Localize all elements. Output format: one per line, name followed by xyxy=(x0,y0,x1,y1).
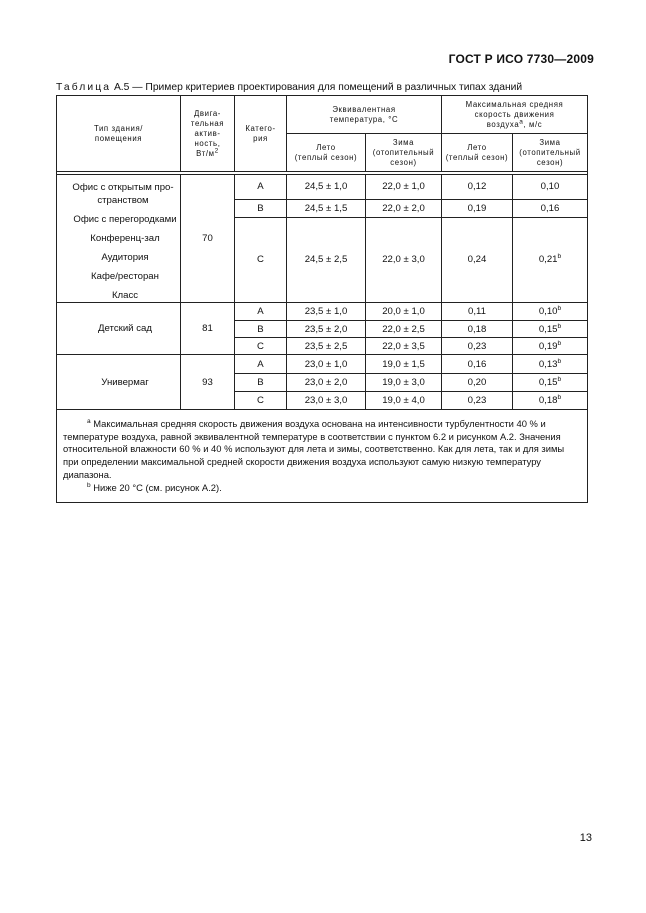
header-activity xyxy=(181,96,235,172)
table-row xyxy=(57,355,588,374)
header-building-type: Тип здания/помещения xyxy=(57,96,181,172)
vel-winter-cell xyxy=(513,338,588,355)
vel-winter-cell xyxy=(513,217,588,302)
vel-winter-value: 0,15 xyxy=(538,323,558,335)
temp-winter-cell: 20,0 ± 1,0 xyxy=(366,303,442,321)
vel-summer-cell: 0,23 xyxy=(442,338,513,355)
vel-winter-value: 0,15 xyxy=(538,377,558,388)
header-temp-winter xyxy=(366,134,442,172)
vel-winter-value: 0,10 xyxy=(540,181,560,193)
vel-winter-cell xyxy=(513,199,588,217)
note-a-text: Максимальная средняя скорость движения воздуха основана на интенсивности турбулентности 40 % и температуре воздуха, равной эквивалентной температуре в соответствии с пунктом 6.2 и рисунком А.2. Значения относительной влажности 60 % и 40 % используют для лета и зимы, соответственно. Как для лета, так и для зимы при определении максимальной средней скорости движения воздуха используют самую низкую температуру диапазона. xyxy=(63,418,565,480)
vel-winter-cell xyxy=(513,355,588,374)
temp-summer-cell: 24,5 ± 2,5 xyxy=(287,217,366,302)
vel-winter-sup: b xyxy=(557,304,562,312)
table-row xyxy=(57,175,588,200)
vel-winter-value: 0,21 xyxy=(538,254,558,266)
header-temp-winter-label: Зима xyxy=(392,137,415,147)
header-activity-unit-sup: 2 xyxy=(214,146,219,154)
temp-summer-cell: 23,0 ± 3,0 xyxy=(287,392,366,410)
header-velocity-sup: а xyxy=(519,117,524,125)
temp-summer-cell: 23,5 ± 2,0 xyxy=(287,321,366,338)
vel-winter-sup: b xyxy=(557,375,562,383)
header-velocity-label: Максимальная средняя скорость движения воздуха xyxy=(465,99,564,129)
temp-winter-cell: 19,0 ± 1,5 xyxy=(366,355,442,374)
vel-winter-cell xyxy=(513,392,588,410)
temp-winter-cell: 22,0 ± 2,5 xyxy=(366,321,442,338)
group-1-activity: 81 xyxy=(181,303,235,355)
note-a xyxy=(63,418,581,482)
header-temp-summer xyxy=(287,134,366,172)
category-cell: A xyxy=(235,175,287,200)
table-notes xyxy=(57,410,588,503)
vel-winter-cell xyxy=(513,175,588,200)
caption-text: А.5 — Пример критериев проектирования для помещений в различных типах зданий xyxy=(111,82,523,93)
vel-summer-cell: 0,16 xyxy=(442,355,513,374)
vel-winter-sup: b xyxy=(557,357,562,365)
header-vel-winter xyxy=(513,134,588,172)
header-temperature: Эквивалентная температура, °C xyxy=(287,96,442,134)
vel-winter-value: 0,18 xyxy=(538,395,558,406)
vel-summer-cell: 0,12 xyxy=(442,175,513,200)
vel-winter-cell xyxy=(513,303,588,321)
vel-summer-cell: 0,18 xyxy=(442,321,513,338)
header-vel-summer-label: Лето xyxy=(467,142,487,152)
building-type: Детский сад xyxy=(98,323,152,334)
building-type: Универмаг xyxy=(101,376,149,388)
caption-label: Таблица xyxy=(56,82,112,93)
header-temp-summer-label: Лето xyxy=(316,142,336,152)
design-criteria-table xyxy=(56,95,588,503)
vel-winter-cell xyxy=(513,321,588,338)
building-type: Аудитория xyxy=(101,252,149,263)
category-cell: A xyxy=(235,303,287,321)
temp-summer-cell: 23,0 ± 1,0 xyxy=(287,355,366,374)
group-0-activity: 70 xyxy=(181,175,235,303)
group-1-types xyxy=(57,303,181,355)
vel-summer-cell: 0,20 xyxy=(442,374,513,392)
temp-summer-cell: 23,5 ± 1,0 xyxy=(287,303,366,321)
category-cell: C xyxy=(235,338,287,355)
header-activity-label: Двига-тельная актив-ность, xyxy=(190,108,225,148)
document-header: ГОСТ Р ИСО 7730—2009 xyxy=(448,52,594,66)
header-temp-summer-sub: (теплый сезон) xyxy=(294,152,358,162)
header-category: Катего-рия xyxy=(235,96,287,172)
header-velocity-unit: , м/с xyxy=(523,119,543,129)
vel-summer-cell: 0,23 xyxy=(442,392,513,410)
page-number: 13 xyxy=(579,832,592,844)
temp-summer-cell: 24,5 ± 1,5 xyxy=(287,199,366,217)
vel-winter-value: 0,13 xyxy=(538,358,558,370)
category-cell: A xyxy=(235,355,287,374)
category-cell: B xyxy=(235,321,287,338)
temp-winter-cell: 22,0 ± 2,0 xyxy=(366,199,442,217)
category-cell: C xyxy=(235,217,287,302)
building-type: Класс xyxy=(111,290,139,301)
note-b-text: Ниже 20 °С (см. рисунок А.2). xyxy=(90,481,222,493)
temp-winter-cell: 22,0 ± 1,0 xyxy=(366,175,442,200)
group-0-types xyxy=(57,175,181,303)
building-type: Кафе/ресторан xyxy=(91,271,159,282)
temp-winter-cell: 19,0 ± 4,0 xyxy=(366,392,442,410)
temp-summer-cell: 23,0 ± 2,0 xyxy=(287,374,366,392)
vel-winter-value: 0,10 xyxy=(538,306,558,317)
vel-winter-sup: b xyxy=(557,253,562,261)
category-cell: B xyxy=(235,374,287,392)
note-b xyxy=(63,482,581,495)
header-vel-summer-sub: (теплый сезон) xyxy=(445,152,509,162)
header-activity-unit: Вт/м xyxy=(196,148,215,158)
building-type: Конференц-зал xyxy=(90,233,160,244)
category-cell: B xyxy=(235,199,287,217)
vel-summer-cell: 0,24 xyxy=(442,217,513,302)
table-row xyxy=(57,303,588,321)
header-vel-summer xyxy=(442,134,513,172)
table-caption xyxy=(56,82,522,93)
group-2-activity: 93 xyxy=(181,355,235,410)
header-vel-winter-sub: (отопительный сезон) xyxy=(519,147,581,167)
temp-summer-cell: 24,5 ± 1,0 xyxy=(287,175,366,200)
vel-winter-cell xyxy=(513,374,588,392)
note-a-marker: a xyxy=(87,417,91,425)
vel-winter-value: 0,16 xyxy=(540,202,560,214)
group-2-types xyxy=(57,355,181,410)
vel-winter-sup: b xyxy=(557,339,562,347)
vel-summer-cell: 0,19 xyxy=(442,199,513,217)
building-type: Офис с перегородками xyxy=(73,214,177,225)
building-type: Офис с открытым про-странством xyxy=(72,182,174,206)
category-cell: C xyxy=(235,392,287,410)
temp-summer-cell: 23,5 ± 2,5 xyxy=(287,338,366,355)
header-velocity xyxy=(442,96,588,134)
vel-summer-cell: 0,11 xyxy=(442,303,513,321)
vel-winter-sup: b xyxy=(557,393,562,401)
notes-row xyxy=(57,410,588,503)
header-vel-winter-label: Зима xyxy=(539,137,561,147)
vel-winter-sup: b xyxy=(557,322,562,330)
vel-winter-value: 0,19 xyxy=(538,340,558,352)
header-temp-winter-sub: (отопительный сезон) xyxy=(372,147,435,167)
temp-winter-cell: 22,0 ± 3,5 xyxy=(366,338,442,355)
note-b-marker: b xyxy=(87,481,91,489)
temp-winter-cell: 22,0 ± 3,0 xyxy=(366,217,442,302)
temp-winter-cell: 19,0 ± 3,0 xyxy=(366,374,442,392)
